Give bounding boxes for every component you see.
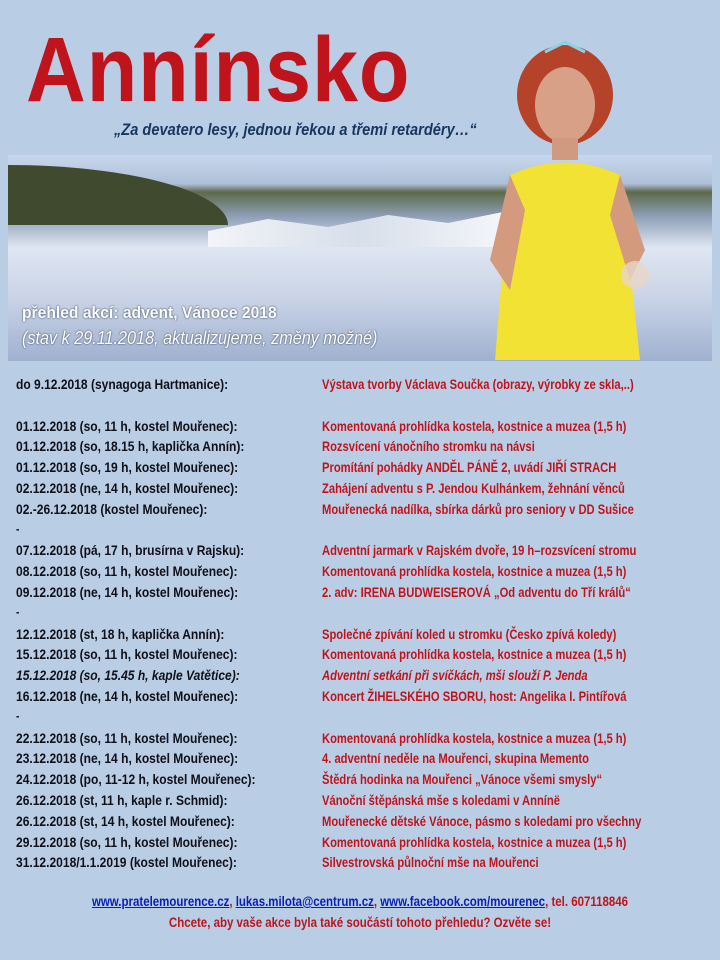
event-row bbox=[16, 665, 716, 686]
event-row bbox=[16, 478, 716, 499]
event-what: Štědrá hodinka na Mouřenci „Vánoce všemi smysly“ bbox=[322, 771, 603, 788]
footer bbox=[0, 893, 720, 935]
spacer-row bbox=[16, 395, 716, 416]
event-when: 02.12.2018 (ne, 14 h, kostel Mouřenec): bbox=[16, 479, 239, 496]
event-what: 2. adv: IRENA BUDWEISEROVÁ „Od adventu do Tří králů“ bbox=[322, 583, 631, 600]
event-row bbox=[16, 790, 716, 811]
event-when: 31.12.2018/1.1.2019 (kostel Mouřenec): bbox=[16, 854, 237, 871]
spacer-row bbox=[16, 707, 716, 728]
phone-number: , tel. 607118846 bbox=[545, 893, 629, 909]
facebook-link[interactable]: www.facebook.com/mourenec bbox=[380, 893, 546, 909]
event-when: 01.12.2018 (so, 18.15 h, kaplička Annín): bbox=[16, 438, 245, 455]
poster-title: Annínsko bbox=[26, 19, 411, 121]
event-when: 15.12.2018 (so, 15.45 h, kaple Vatětice): bbox=[16, 667, 240, 684]
event-when: 02.-26.12.2018 (kostel Mouřenec): bbox=[16, 500, 208, 517]
woman-in-yellow-dress-photo bbox=[470, 40, 670, 360]
event-row bbox=[16, 769, 716, 790]
event-what: Komentovaná prohlídka kostela, kostnice a muzea (1,5 h) bbox=[322, 729, 627, 746]
event-when: 12.12.2018 (st, 18 h, kaplička Annín): bbox=[16, 625, 225, 642]
event-what: Vánoční štěpánská mše s koledami v Annínë bbox=[322, 791, 560, 808]
snowy-houses bbox=[208, 207, 508, 247]
event-what: 4. adventní neděle na Mouřenci, skupina Memento bbox=[322, 750, 589, 767]
event-row bbox=[16, 374, 716, 395]
event-row bbox=[16, 416, 716, 437]
event-when: 24.12.2018 (po, 11-12 h, kostel Mouřenec): bbox=[16, 771, 256, 788]
event-what: Adventní jarmark v Rajském dvoře, 19 h–rozsvícení stromu bbox=[322, 542, 637, 559]
event-row bbox=[16, 582, 716, 603]
event-row bbox=[16, 728, 716, 749]
event-what: Komentovaná prohlídka kostela, kostnice a muzea (1,5 h) bbox=[322, 833, 627, 850]
event-when: 15.12.2018 (so, 11 h, kostel Mouřenec): bbox=[16, 646, 238, 663]
photo-note: (stav k 29.11.2018, aktualizujeme, změny možné) bbox=[22, 328, 378, 348]
event-row bbox=[16, 644, 716, 665]
event-when: 29.12.2018 (so, 11 h, kostel Mouřenec): bbox=[16, 833, 238, 850]
poster-subtitle: „Za devatero lesy, jednou řekou a třemi retardéry…“ bbox=[114, 120, 477, 139]
event-what: Mouřenecké dětské Vánoce, pásmo s koledami pro všechny bbox=[322, 812, 642, 829]
event-what: Promítání pohádky ANDĚL PÁNĚ 2, uvádí JIŘÍ STRACH bbox=[322, 459, 617, 476]
event-row bbox=[16, 499, 716, 520]
call-to-action: Chcete, aby vaše akce byla také součástí tohoto přehledu? Ozvěte se! bbox=[168, 914, 552, 930]
separator: , bbox=[373, 893, 381, 909]
forest-hill bbox=[8, 165, 228, 225]
event-when: 16.12.2018 (ne, 14 h, kostel Mouřenec): bbox=[16, 687, 239, 704]
event-what: Komentovaná prohlídka kostela, kostnice a muzea (1,5 h) bbox=[322, 646, 627, 663]
event-when: 08.12.2018 (so, 11 h, kostel Mouřenec): bbox=[16, 563, 238, 580]
event-row bbox=[16, 686, 716, 707]
event-when: 07.12.2018 (pá, 17 h, brusírna v Rajsku): bbox=[16, 542, 245, 559]
event-row bbox=[16, 852, 716, 873]
event-when: 22.12.2018 (so, 11 h, kostel Mouřenec): bbox=[16, 729, 238, 746]
event-what: Adventní setkání při svíčkách, mši slouží P. Jenda bbox=[322, 667, 588, 684]
separator: , bbox=[229, 893, 236, 909]
event-when: 26.12.2018 (st, 11 h, kaple r. Schmid): bbox=[16, 791, 228, 808]
event-row bbox=[16, 436, 716, 457]
event-when: 26.12.2018 (st, 14 h, kostel Mouřenec): bbox=[16, 812, 235, 829]
event-when: 01.12.2018 (so, 11 h, kostel Mouřenec): bbox=[16, 417, 238, 434]
photo-caption: přehled akcí: advent, Vánoce 2018 bbox=[22, 303, 277, 322]
event-when: 23.12.2018 (ne, 14 h, kostel Mouřenec): bbox=[16, 750, 239, 767]
event-when: do 9.12.2018 (synagoga Hartmanice): bbox=[16, 376, 229, 392]
event-what: Společné zpívání koled u stromku (Česko zpívá koledy) bbox=[322, 625, 617, 642]
event-row bbox=[16, 457, 716, 478]
event-when: 01.12.2018 (so, 19 h, kostel Mouřenec): bbox=[16, 459, 239, 476]
event-row bbox=[16, 561, 716, 582]
spacer-row bbox=[16, 603, 716, 624]
website-link[interactable]: www.pratelemourence.cz bbox=[91, 893, 230, 909]
event-what: Koncert ŽIHELSKÉHO SBORU, host: Angelika I. Pintířová bbox=[322, 687, 627, 704]
event-when: - bbox=[16, 604, 20, 619]
event-row bbox=[16, 540, 716, 561]
event-row bbox=[16, 811, 716, 832]
event-what: Komentovaná prohlídka kostela, kostnice a muzea (1,5 h) bbox=[322, 417, 627, 434]
event-row bbox=[16, 832, 716, 853]
event-what: Mouřenecká nadílka, sbírka dárků pro seniory v DD Sušice bbox=[322, 500, 634, 517]
event-row bbox=[16, 624, 716, 645]
event-when: - bbox=[16, 521, 20, 536]
event-what: Zahájení adventu s P. Jendou Kulhánkem, žehnání věnců bbox=[322, 479, 625, 496]
event-what: Komentovaná prohlídka kostela, kostnice a muzea (1,5 h) bbox=[322, 563, 627, 580]
event-list bbox=[16, 374, 716, 873]
event-when: - bbox=[16, 708, 20, 723]
event-what: Výstava tvorby Václava Součka (obrazy, výrobky ze skla,..) bbox=[322, 376, 634, 392]
spacer-row bbox=[16, 520, 716, 541]
event-what: Silvestrovská půlnoční mše na Mouřenci bbox=[322, 854, 539, 871]
event-row bbox=[16, 748, 716, 769]
event-when: 09.12.2018 (ne, 14 h, kostel Mouřenec): bbox=[16, 583, 239, 600]
event-what: Rozsvícení vánočního stromku na návsi bbox=[322, 438, 535, 455]
contact-line bbox=[65, 893, 655, 914]
email-link[interactable]: lukas.milota@centrum.cz bbox=[235, 893, 374, 909]
